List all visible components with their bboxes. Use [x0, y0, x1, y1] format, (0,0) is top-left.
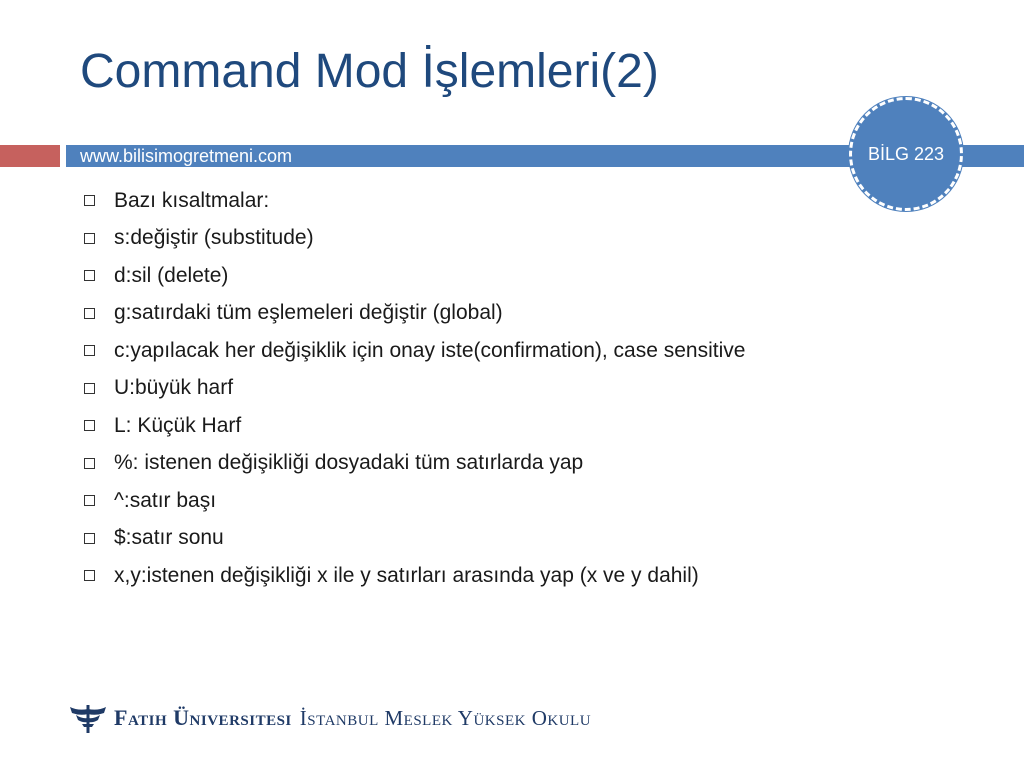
list-item: [80, 257, 745, 295]
bullet-text: $:satır sonu: [114, 526, 224, 550]
square-bullet-icon: [84, 420, 95, 431]
slide-title: Command Mod İşlemleri(2): [80, 45, 659, 98]
square-bullet-icon: [84, 533, 95, 544]
list-item: [80, 445, 745, 483]
list-item: [80, 520, 745, 558]
footer-banner: [68, 700, 591, 736]
list-item: [80, 557, 745, 595]
bullet-text: g:satırdaki tüm eşlemeleri değiştir (global): [114, 301, 503, 325]
square-bullet-icon: [84, 308, 95, 319]
bullet-text: d:sil (delete): [114, 263, 229, 287]
square-bullet-icon: [84, 383, 95, 394]
list-item: [80, 482, 745, 520]
square-bullet-icon: [84, 345, 95, 356]
course-code-badge: [849, 97, 963, 211]
bullet-text: Bazı kısaltmalar:: [114, 188, 270, 212]
list-item: [80, 370, 745, 408]
list-item: [80, 332, 745, 370]
header-accent-red-bar: [0, 145, 60, 167]
bullet-text: %: istenen değişikliği dosyadaki tüm satırlarda yap: [114, 451, 584, 475]
university-name: Fatih Üniversitesi: [114, 705, 292, 730]
square-bullet-icon: [84, 195, 95, 206]
school-name: İstanbul Meslek Yüksek Okulu: [299, 705, 592, 730]
square-bullet-icon: [84, 458, 95, 469]
fatih-university-logo-icon: [68, 701, 108, 735]
square-bullet-icon: [84, 570, 95, 581]
bullet-text: c:yapılacak her değişiklik için onay iste(confirmation), case sensitive: [114, 338, 746, 362]
bullet-text: U:büyük harf: [114, 376, 234, 400]
bullet-text: ^:satır başı: [114, 488, 217, 512]
list-item: [80, 182, 745, 220]
course-code-text: BİLG 223: [867, 143, 945, 164]
bullet-text: s:değiştir (substitude): [114, 226, 314, 250]
square-bullet-icon: [84, 233, 95, 244]
website-url: www.bilisimogretmeni.com: [80, 146, 293, 166]
list-item: [80, 407, 745, 445]
list-item: [80, 220, 745, 258]
bullet-text: x,y:istenen değişikliği x ile y satırları arasında yap (x ve y dahil): [114, 563, 699, 587]
square-bullet-icon: [84, 270, 95, 281]
bullet-list: [80, 182, 745, 595]
bullet-text: L: Küçük Harf: [114, 413, 242, 437]
square-bullet-icon: [84, 495, 95, 506]
list-item: [80, 295, 745, 333]
